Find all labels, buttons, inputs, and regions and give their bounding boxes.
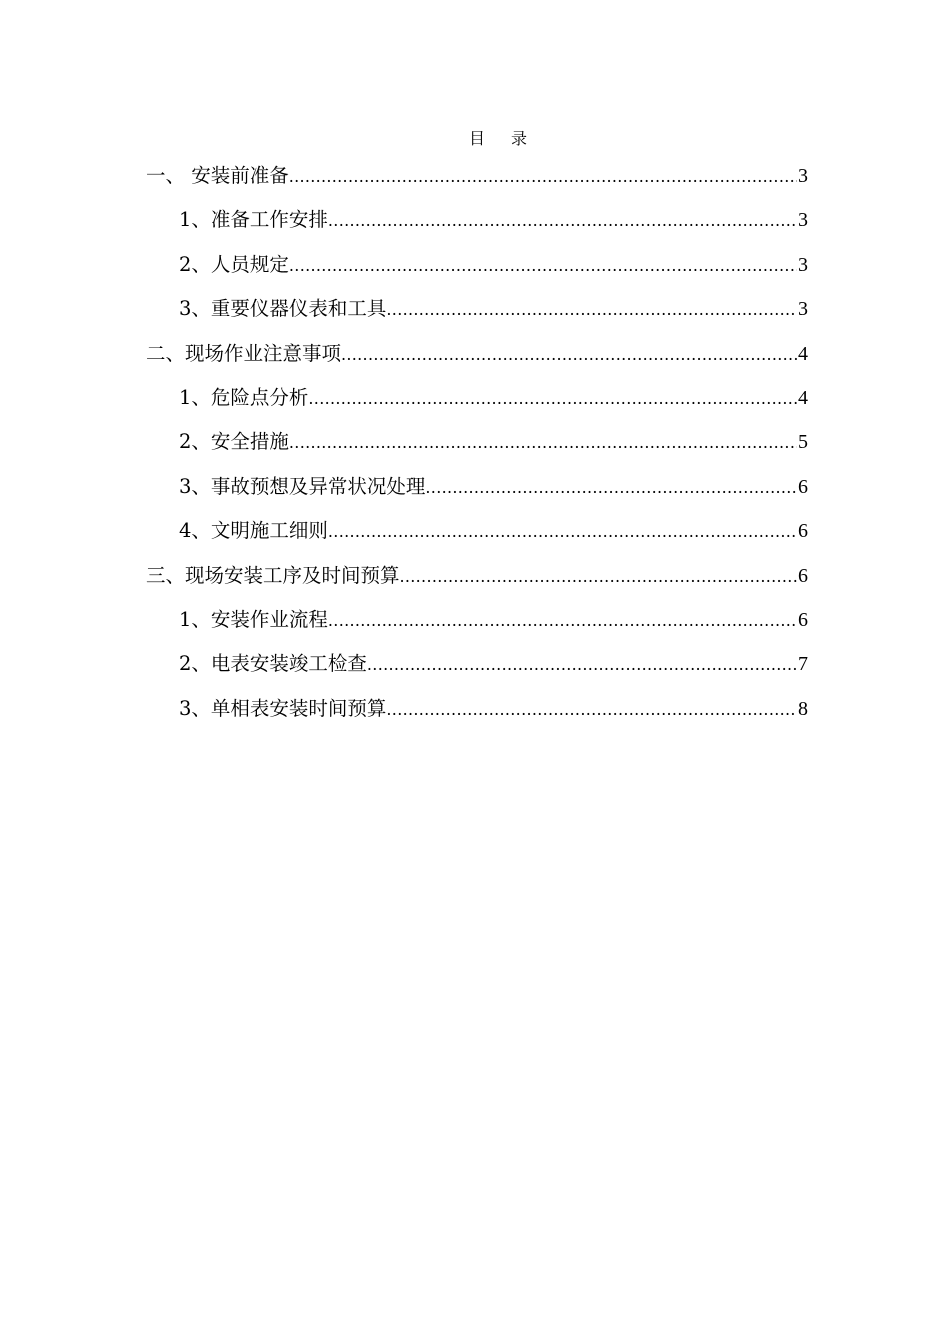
toc-entry[interactable] bbox=[146, 338, 808, 382]
toc-entry-page: 6 bbox=[798, 520, 808, 543]
toc-entry-label: 1、准备工作安排 bbox=[179, 208, 328, 232]
toc-entry-label: 2、人员规定 bbox=[179, 252, 289, 276]
toc-entry[interactable] bbox=[146, 604, 808, 648]
dot-leader bbox=[386, 694, 797, 726]
table-of-contents bbox=[146, 160, 808, 737]
toc-entry-page: 3 bbox=[798, 165, 808, 187]
dot-leader bbox=[308, 383, 797, 415]
toc-entry-label: 1、安装作业流程 bbox=[179, 607, 328, 631]
toc-entry[interactable] bbox=[146, 693, 808, 737]
toc-entry-page: 3 bbox=[798, 209, 808, 232]
toc-entry-page: 7 bbox=[798, 653, 808, 676]
toc-entry-label: 3、单相表安装时间预算 bbox=[179, 696, 387, 720]
dot-leader bbox=[328, 205, 797, 237]
toc-entry-label: 二、现场作业注意事项 bbox=[146, 341, 342, 365]
dot-leader bbox=[328, 605, 797, 637]
dot-leader bbox=[400, 561, 797, 593]
toc-entry-page: 3 bbox=[798, 298, 808, 321]
toc-entry-page: 3 bbox=[798, 253, 808, 276]
toc-entry[interactable] bbox=[146, 426, 808, 470]
toc-entry-label: 三、现场安装工序及时间预算 bbox=[146, 563, 400, 587]
toc-entry[interactable] bbox=[146, 382, 808, 426]
toc-entry[interactable] bbox=[146, 293, 808, 337]
toc-entry[interactable] bbox=[146, 560, 808, 604]
dot-leader bbox=[289, 161, 797, 193]
toc-entry-label: 3、事故预想及异常状况处理 bbox=[179, 474, 426, 498]
toc-entry-page: 4 bbox=[798, 386, 808, 409]
dot-leader bbox=[367, 649, 797, 681]
dot-leader bbox=[289, 250, 797, 282]
dot-leader bbox=[386, 294, 797, 326]
toc-title: 目录 bbox=[468, 129, 553, 148]
dot-leader bbox=[425, 472, 797, 504]
toc-entry[interactable] bbox=[146, 471, 808, 515]
toc-entry-label: 1、危险点分析 bbox=[179, 385, 309, 409]
dot-leader bbox=[289, 427, 797, 459]
dot-leader bbox=[328, 516, 797, 548]
toc-entry-label: 2、安全措施 bbox=[179, 430, 289, 454]
toc-entry-label: 4、文明施工细则 bbox=[179, 519, 328, 543]
toc-entry-page: 6 bbox=[798, 475, 808, 498]
toc-entry-page: 8 bbox=[798, 697, 808, 720]
toc-entry-label: 3、重要仪器仪表和工具 bbox=[179, 297, 387, 321]
toc-entry-page: 5 bbox=[798, 431, 808, 454]
toc-entry[interactable] bbox=[146, 160, 808, 204]
toc-entry-page: 6 bbox=[798, 608, 808, 631]
toc-entry-page: 6 bbox=[798, 564, 808, 587]
toc-entry[interactable] bbox=[146, 249, 808, 293]
toc-entry[interactable] bbox=[146, 648, 808, 692]
toc-entry-page: 4 bbox=[798, 342, 808, 365]
toc-entry-label: 2、电表安装竣工检查 bbox=[179, 652, 367, 676]
dot-leader bbox=[341, 339, 797, 371]
toc-entry[interactable] bbox=[146, 515, 808, 559]
toc-entry[interactable] bbox=[146, 204, 808, 248]
toc-entry-label: 一、 安装前准备 bbox=[146, 164, 289, 187]
